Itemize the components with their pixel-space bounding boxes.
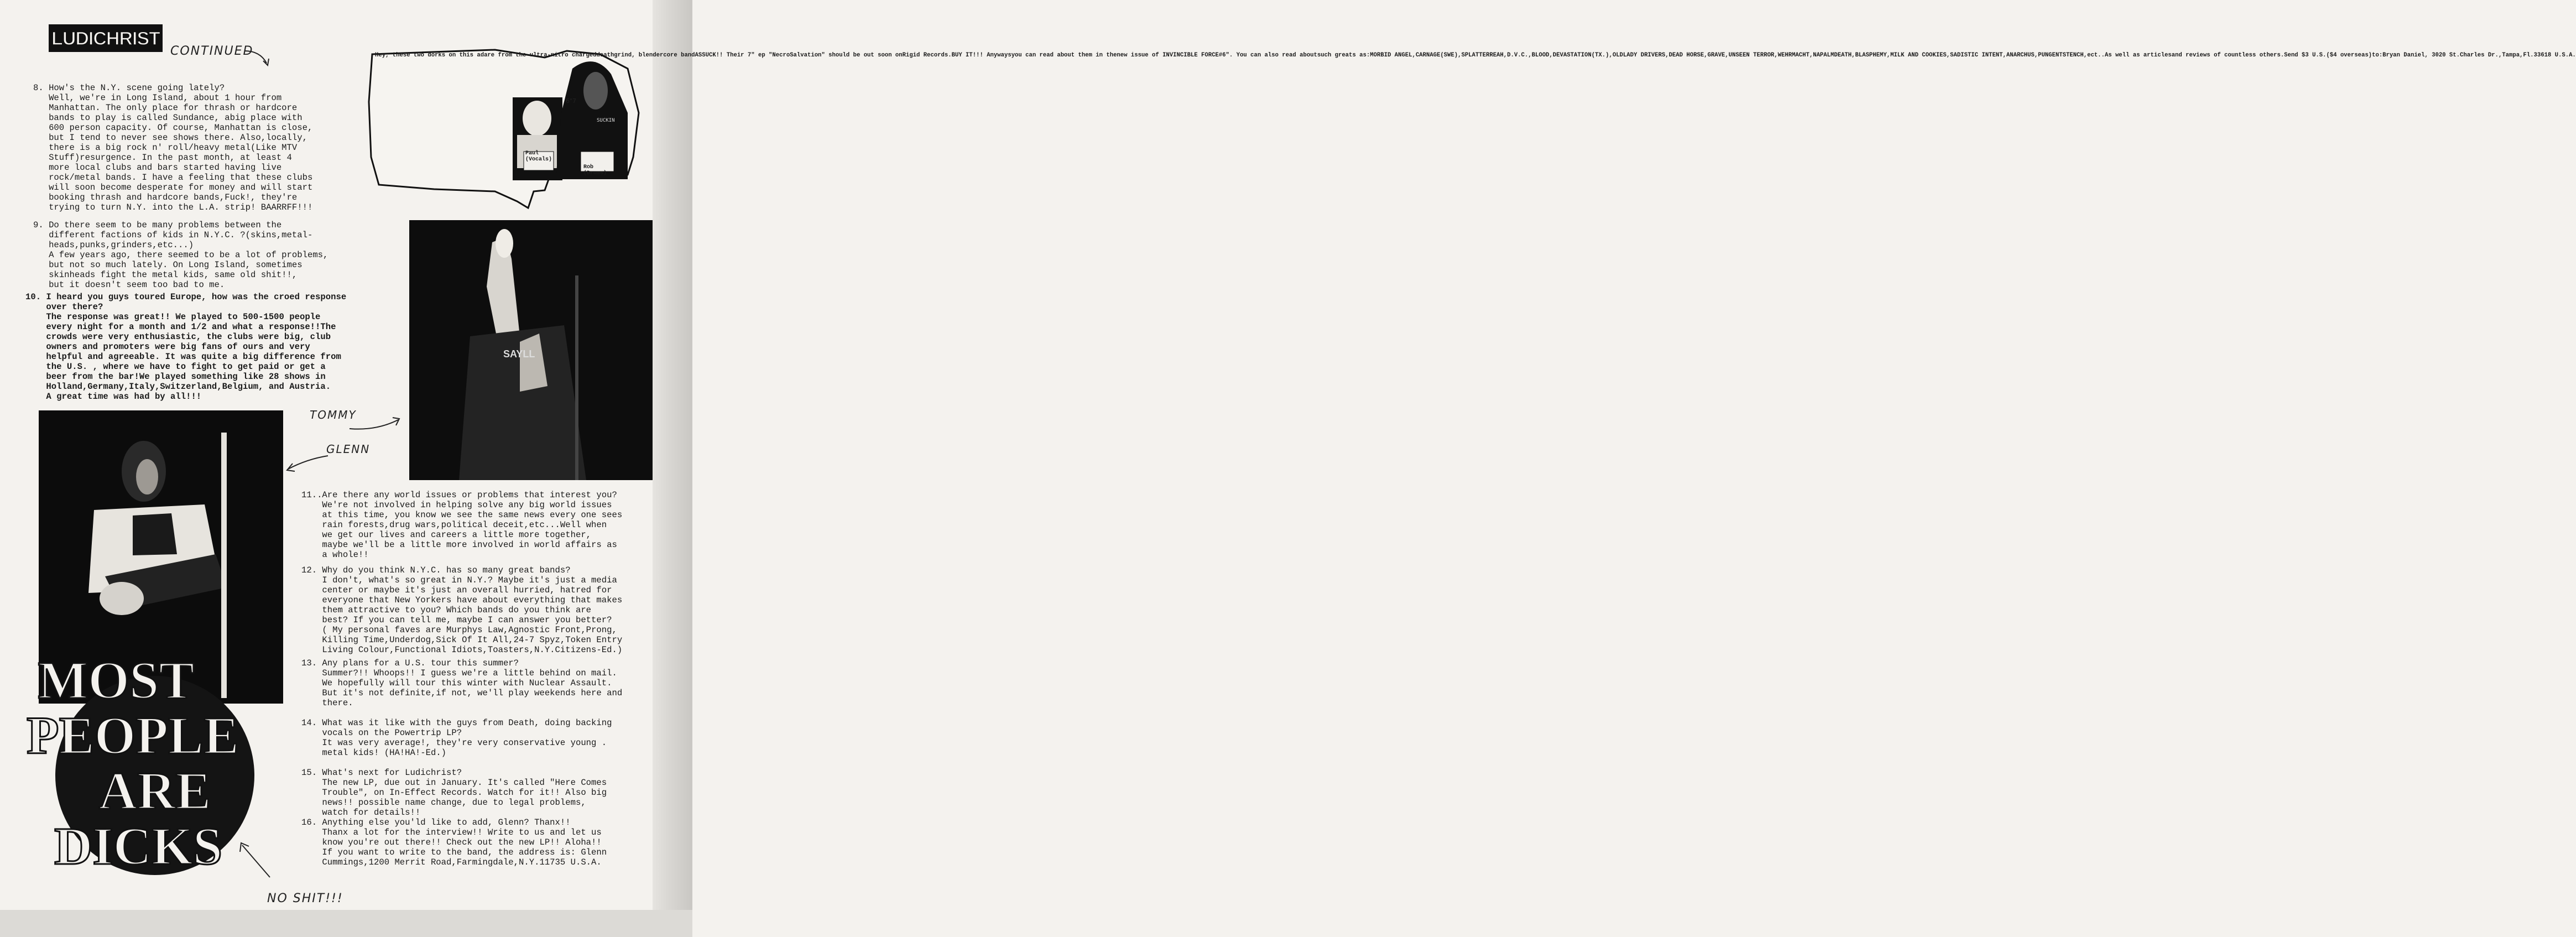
no-shit-label: NO SHIT!!! [267, 892, 343, 905]
text-line: Summer?!! Whoops!! I guess we're a little behind on mail. [301, 668, 617, 678]
text-line: watch for details!! [301, 808, 421, 818]
text-line: but not so much lately. On Long Island, sometimes [33, 260, 303, 270]
text-line: bands to play is called Sundance, abig place with [33, 113, 303, 123]
page-bottom-edge [0, 910, 692, 937]
photo-tommy [409, 220, 653, 480]
text-line: 9. Do there seem to be many problems between the [33, 220, 282, 230]
text-line: ( My personal faves are Murphys Law,Agnostic Front,Prong, [301, 625, 617, 635]
text-line: crowds were very enthusiastic, the clubs were big, club [25, 332, 331, 342]
question-11 [301, 490, 622, 560]
text-line: We're not involved in helping solve any big world issues [301, 500, 612, 510]
text-line: helpful and agreeable. It was quite a big difference from [25, 352, 341, 362]
ad-text-line: Rigid Records.BUY IT!!! Anyways [902, 52, 1011, 59]
question-14 [301, 718, 612, 758]
text-line: 11..Are there any world issues or problems that interest you? [301, 490, 617, 500]
text-line: It was very average!, they're very conservative young . [301, 738, 607, 748]
text-line: 16. Anything else you'ld like to add, Glenn? Thanx!! [301, 818, 571, 827]
ad-caption-rob: Rob (Drums) [583, 164, 607, 176]
ad-text-line: STENCH,ect..As well as articles [2062, 52, 2172, 59]
text-line: The new LP, due out in January. It's called "Here Comes [301, 778, 607, 788]
text-line: heads,punks,grinders,etc...) [33, 240, 194, 250]
ad-height-number: 6"7 [566, 97, 577, 105]
ad-text-line: are from the ultra-nitro charged [484, 52, 597, 59]
ad-text-line: and reviews of countless others. [2171, 52, 2285, 59]
text-line: booking thrash and hardcore bands,Fuck!, they're [33, 192, 298, 202]
text-line: there is a big rock n' roll/heavy metal(Like MTV [33, 143, 298, 153]
text-line: But it's not definite,if not, we'll play weekends here and [301, 688, 623, 698]
question-10 [25, 292, 346, 402]
ad-photo-paul [513, 97, 562, 180]
text-line: over there? [25, 302, 103, 312]
text-line: a whole!! [301, 550, 369, 560]
text-line: 8. How's the N.Y. scene going lately? [33, 83, 225, 93]
text-line: A great time was had by all!!! [25, 392, 202, 402]
text-line: Holland,Germany,Italy,Switzerland,Belgium, and Austria. [25, 382, 331, 392]
text-line: The response was great!! We played to 500-1500 people [25, 312, 321, 322]
text-line: maybe we'll be a little more involved in world affairs as [301, 540, 617, 550]
assuck-ad-bubble [368, 46, 643, 212]
text-line: news!! possible name change, due to legal problems, [301, 798, 586, 808]
tommy-shirt-text: SAYLL [503, 348, 535, 360]
text-line: different factions of kids in N.Y.C. ?(skins,metal- [33, 230, 313, 240]
text-line: 13. Any plans for a U.S. tour this summer? [301, 658, 519, 668]
text-line: we get our lives and careers a little more together, [301, 530, 592, 540]
ad-shirt-text: SUCKIN [597, 118, 615, 123]
ad-text-line: Salvation" should be out soon on [790, 52, 903, 59]
question-15 [301, 768, 607, 818]
text-line: Stuff)resurgence. In the past month, at least 4 [33, 153, 292, 163]
ad-text-line: ASSUCK!! Their 7" ep "Necro [695, 52, 790, 59]
ad-text-line: you can read about them in the [1011, 52, 1117, 59]
text-line: Manhattan. The only place for thrash or hardcore [33, 103, 298, 113]
text-line: Thanx a lot for the interview!! Write to us and let us [301, 827, 602, 837]
text-line: rock/metal bands. I have a feeling that these clubs [33, 173, 313, 183]
text-line: metal kids! (HA!HA!-Ed.) [301, 748, 447, 758]
text-line: everyone that New Yorkers have about everything that makes [301, 595, 623, 605]
ad-text-line: Charles Dr.,Tampa,Fl. [2459, 52, 2534, 59]
page-edge-shadow [653, 0, 692, 937]
text-line: 14. What was it like with the guys from Death, doing backing [301, 718, 612, 728]
ad-text-line: Hey, these two dorks on this ad [375, 52, 484, 59]
text-line: If you want to write to the band, the address is: Glenn [301, 847, 607, 857]
ad-text-line: CARNAGE(SWE),SPLATTERREAH,D.V.C., [1415, 52, 1532, 59]
text-line: best? If you can tell me, maybe I can answer you better? [301, 615, 612, 625]
ad-text-line: deathgrind, blendercore band [596, 52, 695, 59]
text-line: 10. I heard you guys toured Europe, how was the croed response [25, 292, 347, 302]
tommy-label: TOMMY [310, 408, 357, 421]
text-line: the U.S. , where we have to fight to get paid or get a [25, 362, 326, 372]
ad-text-line: such greats as:MORBID ANGEL, [1317, 52, 1416, 59]
ad-text-line: UNSEEN TERROR,WEHRMACHT,NAPALM [1728, 52, 1834, 59]
text-line: rain forests,drug wars,political deceit,etc...Well when [301, 520, 607, 530]
text-line: I don't, what's so great in N.Y.? Maybe it's just a media [301, 575, 617, 585]
text-line: skinheads fight the metal kids, same old shit!!, [33, 270, 298, 280]
tommy-arrow-icon [348, 412, 404, 434]
poster-line-4: DICKS [54, 816, 223, 876]
continued-label: CONTINUED [170, 44, 254, 58]
text-line: will soon become desperate for money and will start [33, 183, 313, 192]
poster-arrow-icon [238, 841, 271, 879]
ad-caption-paul: Paul (Vocals) [525, 150, 552, 163]
continued-arrow-icon [243, 46, 277, 69]
text-line: trying to turn N.Y. into the L.A. strip! BAARRFF!!! [33, 202, 313, 212]
ad-text-line: #6". You can also read about [1218, 52, 1317, 59]
text-line: Cummings,1200 Merrit Road,Farmingdale,N.Y.11735 U.S.A. [301, 857, 602, 867]
ad-text-line: new issue of INVINCIBLE FORCE [1117, 52, 1219, 59]
text-line: Well, we're in Long Island, about 1 hour from [33, 93, 282, 103]
ad-text-line: Send $3 U.S.($4 overseas)to:Bryan Daniel, 3020 St. [2284, 52, 2460, 59]
ad-text [375, 52, 2576, 59]
most-people-are-dicks-graphic [17, 643, 265, 875]
glenn-label: GLENN [326, 443, 371, 456]
text-line: them attractive to you? Which bands do you think are [301, 605, 592, 615]
text-line: 600 person capacity. Of course, Manhattan is close, [33, 123, 313, 133]
poster-line-3: ARE [98, 761, 211, 820]
glenn-arrow-icon [285, 452, 329, 475]
text-line: owners and promoters were big fans of ours and very [25, 342, 310, 352]
question-8 [33, 83, 312, 212]
text-line: Trouble", on In-Effect Records. Watch for it!! Also big [301, 788, 607, 798]
text-line: vocals on the Powertrip LP? [301, 728, 462, 738]
ad-text-line: BLOOD,DEVASTATION(TX.),OLD [1531, 52, 1623, 59]
text-line: but it doesn't seem too bad to me. [33, 280, 225, 290]
ad-text-line: 33618 U.S.A. [2533, 52, 2576, 59]
text-line: know you're out there!! Check out the new LP!! Aloha!! [301, 837, 602, 847]
text-line: Killing Time,Underdog,Sick Of It All,24-7 Spyz,Token Entry [301, 635, 623, 645]
text-line: We hopefully will tour this winter with Nuclear Assault. [301, 678, 612, 688]
poster-line-1: MOST [38, 650, 195, 710]
question-16 [301, 818, 607, 867]
question-13 [301, 658, 622, 708]
text-line: A few years ago, there seemed to be a lot of problems, [33, 250, 328, 260]
ludichrist-logo [49, 24, 163, 52]
text-line: at this time, you know we see the same news every one sees [301, 510, 623, 520]
text-line: more local clubs and bars started having live [33, 163, 282, 173]
text-line: but I tend to never see shows there. Also,locally, [33, 133, 307, 143]
question-12 [301, 565, 622, 655]
ad-text-line: LADY DRIVERS,DEAD HORSE,GRAVE, [1623, 52, 1729, 59]
text-line: every night for a month and 1/2 and what a response!!The [25, 322, 336, 332]
logo-text: LUDICHRIST [51, 28, 160, 49]
text-line: 12. Why do you think N.Y.C. has so many great bands? [301, 565, 571, 575]
text-line: Living Colour,Functional Idiots,Toasters,N.Y.Citizens-Ed.) [301, 645, 623, 655]
text-line: there. [301, 698, 353, 708]
question-9 [33, 220, 328, 290]
ad-text-line: DEATH,BLASPHEMY,MILK AND COOKIES, [1834, 52, 1951, 59]
poster-line-2: PEOPLE [26, 706, 239, 765]
text-line: beer from the bar!We played something like 28 shows in [25, 372, 326, 382]
ad-text-line: SADISTIC INTENT,ANARCHUS,PUNGENT [1950, 52, 2063, 59]
text-line: center or maybe it's just an overall hurried, hatred for [301, 585, 612, 595]
text-line: 15. What's next for Ludichrist? [301, 768, 462, 778]
